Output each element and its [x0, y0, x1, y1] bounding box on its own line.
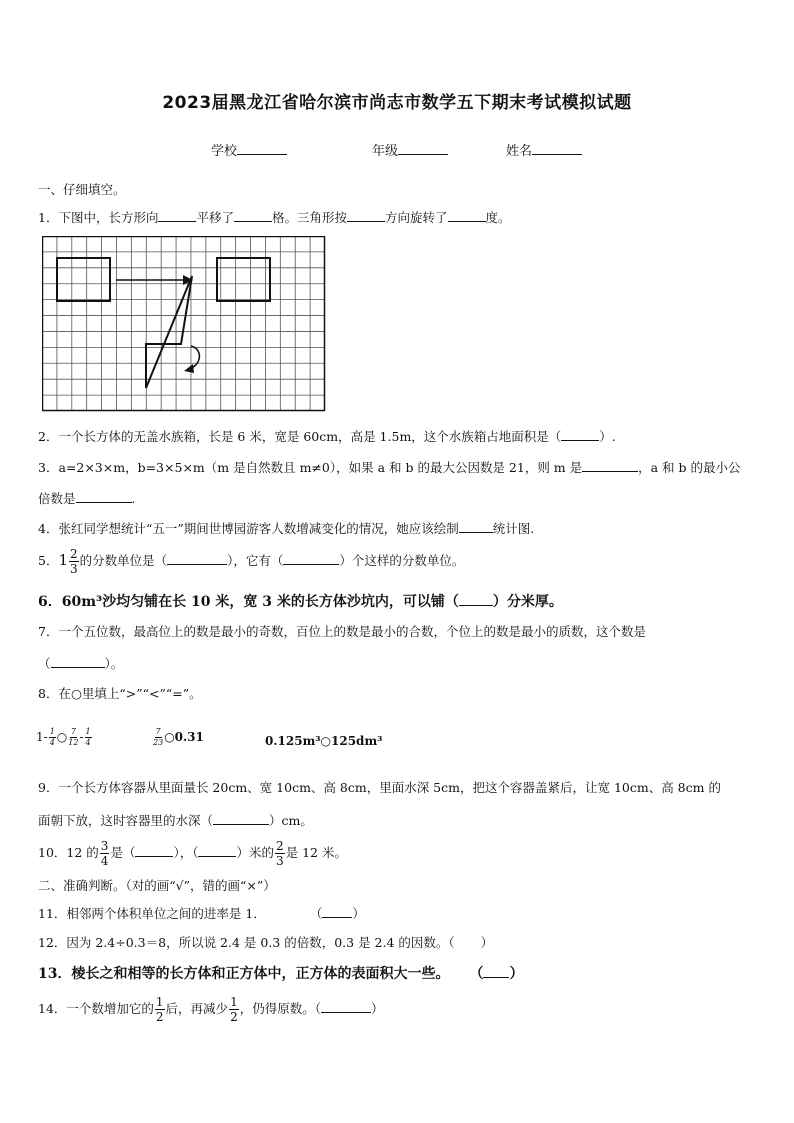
denominator: 4	[49, 738, 55, 747]
name-label: 姓名	[506, 144, 533, 159]
answer-blank[interactable]	[483, 966, 509, 978]
q12-text: 12．因为 2.4÷0.3＝8，所以说 2.4 是 0.3 的倍数，0.3 是 2.4 的因数。（	[38, 935, 455, 950]
numerator: 2	[275, 839, 284, 853]
answer-blank[interactable]	[158, 210, 196, 222]
answer-blank[interactable]	[561, 429, 599, 441]
fraction	[229, 996, 239, 1023]
grid-figure	[42, 236, 326, 412]
numerator: 3	[100, 839, 109, 853]
q14-text: 后，再减少	[165, 1001, 229, 1016]
denominator: 3	[275, 854, 284, 868]
question-9	[38, 782, 721, 795]
denominator: 4	[100, 854, 109, 868]
denominator: 2	[230, 1010, 238, 1024]
q14-text: 14．一个数增加它的	[38, 1001, 154, 1016]
q3-text: ，a 和 b 的最小公	[638, 460, 741, 475]
question-11	[38, 906, 365, 921]
original-rectangle	[57, 258, 110, 301]
school-label: 学校	[211, 144, 238, 159]
section-heading-2: 二、准确判断。（对的画“√”，错的画“×”）	[38, 878, 276, 893]
q7-text: 7．一个五位数，最高位上的数是最小的奇数，百位上的数是最小的合数，个位上的数是最小的质数，这个数是	[38, 624, 646, 639]
comparison-2	[152, 728, 204, 747]
school-field	[211, 140, 287, 159]
answer-blank[interactable]	[234, 210, 272, 222]
question-8	[38, 688, 202, 701]
answer-blank[interactable]	[322, 906, 352, 918]
q7-text: （	[38, 656, 51, 671]
q2-text: 2．一个长方体的无盖水族箱，长是 6 米，宽是 60cm，高是 1.5m，这个水族箱占地面积是（	[38, 429, 562, 444]
question-7	[38, 626, 646, 639]
question-4	[38, 521, 534, 536]
numerator: 1	[85, 727, 91, 736]
fraction	[69, 548, 79, 575]
fraction	[153, 728, 163, 747]
answer-blank[interactable]	[283, 553, 339, 565]
q9-text: 9．一个长方体容器从里面量长 20cm、宽 10cm、高 8cm，里面水深 5cm，把这个容器盖紧后，让宽 10cm、高 8cm 的	[38, 780, 721, 795]
q10-text: ）米的	[236, 845, 274, 860]
numerator: 2	[70, 547, 78, 561]
answer-blank[interactable]	[459, 594, 493, 606]
question-12	[38, 937, 493, 950]
q14-text: ，仍得原数。（	[239, 1001, 321, 1016]
question-1	[38, 210, 511, 225]
compare-circle[interactable]: ○	[56, 730, 68, 744]
question-2	[38, 429, 616, 444]
q7-text: ）。	[104, 656, 124, 671]
q6-text: 6．60m³沙均匀铺在长 10 米，宽 3 米的长方体沙坑内，可以铺（	[38, 594, 459, 610]
section-heading-1: 一、仔细填空。	[38, 182, 126, 197]
answer-blank[interactable]	[347, 210, 385, 222]
q14-text: ）	[370, 1001, 384, 1016]
q3-text: 3．a=2×3×m，b=3×5×m（m 是自然数且 m≠0），如果 a 和 b 的最大公因数是 21，则 m 是	[38, 460, 583, 475]
q1-text: 平移了	[196, 210, 234, 225]
numerator: 1	[230, 995, 238, 1009]
question-5	[38, 548, 464, 575]
answer-blank[interactable]	[582, 460, 638, 472]
q11-text: 11．相邻两个体积单位之间的进率是 1．	[38, 906, 266, 921]
answer-blank[interactable]	[167, 553, 227, 565]
name-field	[506, 140, 582, 159]
denominator: 2	[155, 1010, 164, 1024]
rotation-arrowhead	[184, 364, 194, 373]
numerator: 7	[70, 727, 76, 736]
q13-text: ）	[509, 966, 524, 982]
compare-circle[interactable]: ○0.31	[164, 730, 204, 744]
q9-text: 面朝下放，这时容器里的水深（	[38, 813, 214, 828]
denominator: 23	[153, 738, 164, 747]
q4-text: 4．张红同学想统计“五一”期间世博园游客人数增减变化的情况，她应该绘制	[38, 521, 459, 536]
q10-text: 是 12 米。	[285, 845, 347, 860]
translated-rectangle	[217, 258, 270, 301]
fraction	[49, 728, 56, 747]
answer-blank[interactable]	[198, 845, 236, 857]
q10-text: 10．12 的	[38, 845, 99, 860]
grade-field	[372, 140, 448, 159]
q5-text: ），它有（	[227, 553, 284, 568]
fraction	[68, 728, 78, 747]
grade-label: 年级	[372, 144, 399, 159]
q11-text: （	[309, 906, 323, 921]
q13-text: 13．棱长之和相等的长方体和正方体中，正方体的表面积大一些。	[38, 966, 450, 982]
question-7-cont	[38, 656, 123, 671]
denominator: 3	[70, 562, 78, 576]
q10-text: ），（	[173, 845, 199, 860]
q5-text: 的分数单位是（	[79, 553, 168, 568]
q3-text: .	[131, 491, 136, 506]
fraction	[100, 840, 110, 867]
q4-text: 统计图.	[492, 521, 535, 536]
answer-blank[interactable]	[459, 521, 493, 533]
q3-text: 倍数是	[38, 491, 76, 506]
q1-text: 格。三角形按	[271, 210, 347, 225]
name-blank[interactable]	[532, 143, 582, 155]
question-3-cont	[38, 491, 136, 506]
expr-text: -	[79, 730, 84, 744]
numerator: 7	[155, 727, 161, 736]
q9-text: ）cm。	[269, 813, 313, 828]
question-13	[38, 966, 523, 981]
comparison-1	[36, 728, 93, 747]
numerator: 1	[49, 727, 55, 736]
answer-blank[interactable]	[321, 1001, 371, 1013]
denominator: 12	[68, 738, 79, 747]
answer-blank[interactable]	[76, 491, 132, 503]
comparison-3[interactable]: 0.125m³○125dm³	[265, 734, 383, 748]
expr-text: 1-	[36, 730, 48, 744]
q11-text: ）	[352, 906, 365, 921]
page-title: 2023届黑龙江省哈尔滨市尚志市数学五下期末考试模拟试题	[162, 93, 632, 113]
answer-blank[interactable]	[213, 813, 269, 825]
question-14	[38, 996, 383, 1023]
numerator: 1	[155, 995, 164, 1009]
answer-blank[interactable]	[448, 210, 486, 222]
q2-text: ）.	[599, 429, 616, 444]
answer-blank[interactable]	[51, 656, 105, 668]
question-3	[38, 460, 741, 475]
denominator: 4	[85, 738, 91, 747]
q1-text: 度。	[485, 210, 511, 225]
q10-text: 是（	[110, 845, 136, 860]
fraction	[275, 840, 285, 867]
fraction	[155, 996, 165, 1023]
q5-text: 5．	[38, 553, 59, 568]
question-6	[38, 594, 563, 609]
grade-blank[interactable]	[398, 143, 448, 155]
fraction	[85, 728, 92, 747]
answer-blank[interactable]	[135, 845, 173, 857]
school-blank[interactable]	[237, 143, 287, 155]
question-10	[38, 840, 347, 867]
q1-text: 1．下图中，长方形向	[38, 210, 159, 225]
q12-text: ）	[480, 935, 494, 950]
q13-text: （	[469, 966, 484, 982]
mixed-number-whole: 1	[58, 551, 68, 569]
q1-text: 方向旋转了	[385, 210, 448, 225]
q8-text: 8．在○里填上“>”“<”“=”。	[38, 686, 202, 701]
question-9-cont	[38, 813, 313, 828]
q5-text: ）个这样的分数单位。	[339, 553, 465, 568]
q6-text: ）分米厚。	[492, 594, 563, 610]
